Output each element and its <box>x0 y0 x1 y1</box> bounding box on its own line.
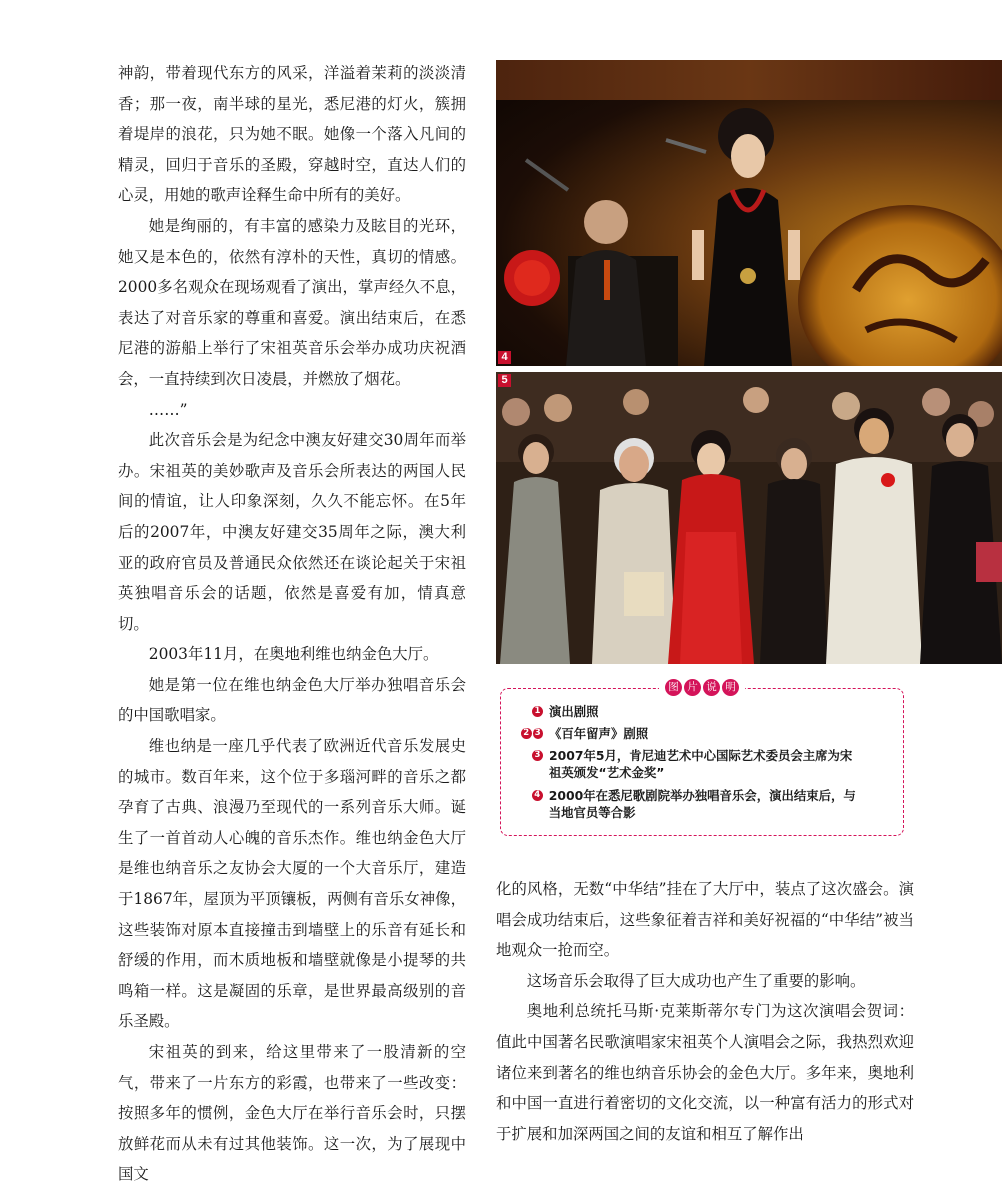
right-text-column <box>496 874 914 1149</box>
caption-number-badge: 1 <box>532 706 543 717</box>
paragraph: ……” <box>148 400 188 419</box>
paragraph: 她是第一位在维也纳金色大厅举办独唱音乐会的中国歌唱家。 <box>118 675 466 725</box>
left-text-column <box>118 58 466 1190</box>
paragraph: 神韵，带着现代东方的风采，洋溢着茉莉的淡淡清香；那一夜，南半球的星光，悉尼港的灯火，簇拥着堤岸的浪花，只为她不眠。她像一个落入凡间的精灵，回归于音乐的圣殿，穿越时空，直达人们的心灵，用她的歌声诠释生命中所有的美好。 <box>118 64 466 205</box>
caption-text: 演出剧照 <box>549 704 599 719</box>
caption-item <box>521 747 861 781</box>
caption-text: 2000年在悉尼歌剧院举办独唱音乐会，演出结束后，与当地官员等合影 <box>548 788 856 820</box>
photo-caption-box <box>500 681 904 836</box>
caption-text: 2007年5月，肯尼迪艺术中心国际艺术委员会主席为宋祖英颁发“艺术金奖” <box>549 748 853 780</box>
paragraph: 此次音乐会是为纪念中澳友好建交30周年而举办。宋祖英的美妙歌声及音乐会所表达的两国人民间的情谊，让人印象深刻，久久不能忘怀。在5年后的2007年，中澳友好建交35周年之际，澳大利亚的政府官员及普通民众依然还在谈论起关于宋祖英独唱音乐会的话题，依然是喜爱有加，情真意切。 <box>118 431 466 633</box>
caption-item <box>521 725 648 742</box>
paragraph: 2003年11月，在奥地利维也纳金色大厅。 <box>148 645 439 664</box>
paragraph: 奥地利总统托马斯·克莱斯蒂尔专门为这次演唱会贺词：值此中国著名民歌演唱家宋祖英个人演唱会之际，我热烈欢迎诸位来到著名的维也纳音乐协会的金色大厅。多年来，奥地利和中国一直进行着密切的文化交流，以一种富有活力的形式对于扩展和加深两国之间的友谊和相互了解作出 <box>496 1002 914 1143</box>
paragraph: 她是绚丽的，有丰富的感染力及眩目的光环，她又是本色的，依然有淳朴的天性，真切的情感。2000多名观众在现场观看了演出，掌声经久不息，表达了对音乐家的尊重和喜爱。演出结束后，在悉尼港的游船上举行了宋祖英音乐会举办成功庆祝酒会，一直持续到次日凌晨，并燃放了烟花。 <box>118 216 466 388</box>
group-photo <box>496 372 1002 664</box>
caption-item <box>521 787 861 821</box>
paragraph: 宋祖英的到来，给这里带来了一股清新的空气，带来了一片东方的彩霞，也带来了一些改变：按照多年的惯例，金色大厅在举行音乐会时，只摆放鲜花而从未有过其他装饰。这一次，为了展现中国文 <box>118 1043 466 1184</box>
caption-title-char: 片 <box>684 679 701 696</box>
caption-title-char: 图 <box>665 679 682 696</box>
caption-number-badge: 3 <box>533 728 544 739</box>
concert-stage-photo <box>496 60 1002 366</box>
paragraph: 维也纳是一座几乎代表了欧洲近代音乐发展史的城市。数百年来，这个位于多瑙河畔的音乐之都孕育了古典、浪漫乃至现代的一系列音乐大师。诞生了一首首动人心魄的音乐杰作。维也纳金色大厅是维也纳音乐之友协会大厦的一个大音乐厅，建造于1867年，屋顶为平顶镶板，两侧有音乐女神像，这些装饰对原本直接撞击到墙壁上的乐音有延长和舒缓的作用，而木质地板和墙壁就像是小提琴的共鸣箱一样。这是凝固的乐章，是世界最高级别的音乐圣殿。 <box>118 737 466 1031</box>
caption-number-badge: 3 <box>532 750 543 761</box>
photo-number-badge: 4 <box>498 351 511 364</box>
caption-title-char: 说 <box>703 679 720 696</box>
paragraph: 这场音乐会取得了巨大成功也产生了重要的影响。 <box>526 971 866 990</box>
stage-scene-graphic <box>496 60 1002 366</box>
caption-number-badge: 2 <box>521 728 532 739</box>
caption-title <box>659 679 745 696</box>
caption-text: 《百年留声》剧照 <box>549 726 649 741</box>
group-scene-graphic <box>496 372 1002 664</box>
photo-number-badge: 5 <box>498 374 511 387</box>
paragraph: 化的风格，无数“中华结”挂在了大厅中，装点了这次盛会。演唱会成功结束后，这些象征着吉祥和美好祝福的“中华结”被当地观众一抢而空。 <box>496 880 914 960</box>
caption-item <box>521 703 599 720</box>
caption-number-badge: 4 <box>532 790 543 801</box>
caption-title-char: 明 <box>722 679 739 696</box>
